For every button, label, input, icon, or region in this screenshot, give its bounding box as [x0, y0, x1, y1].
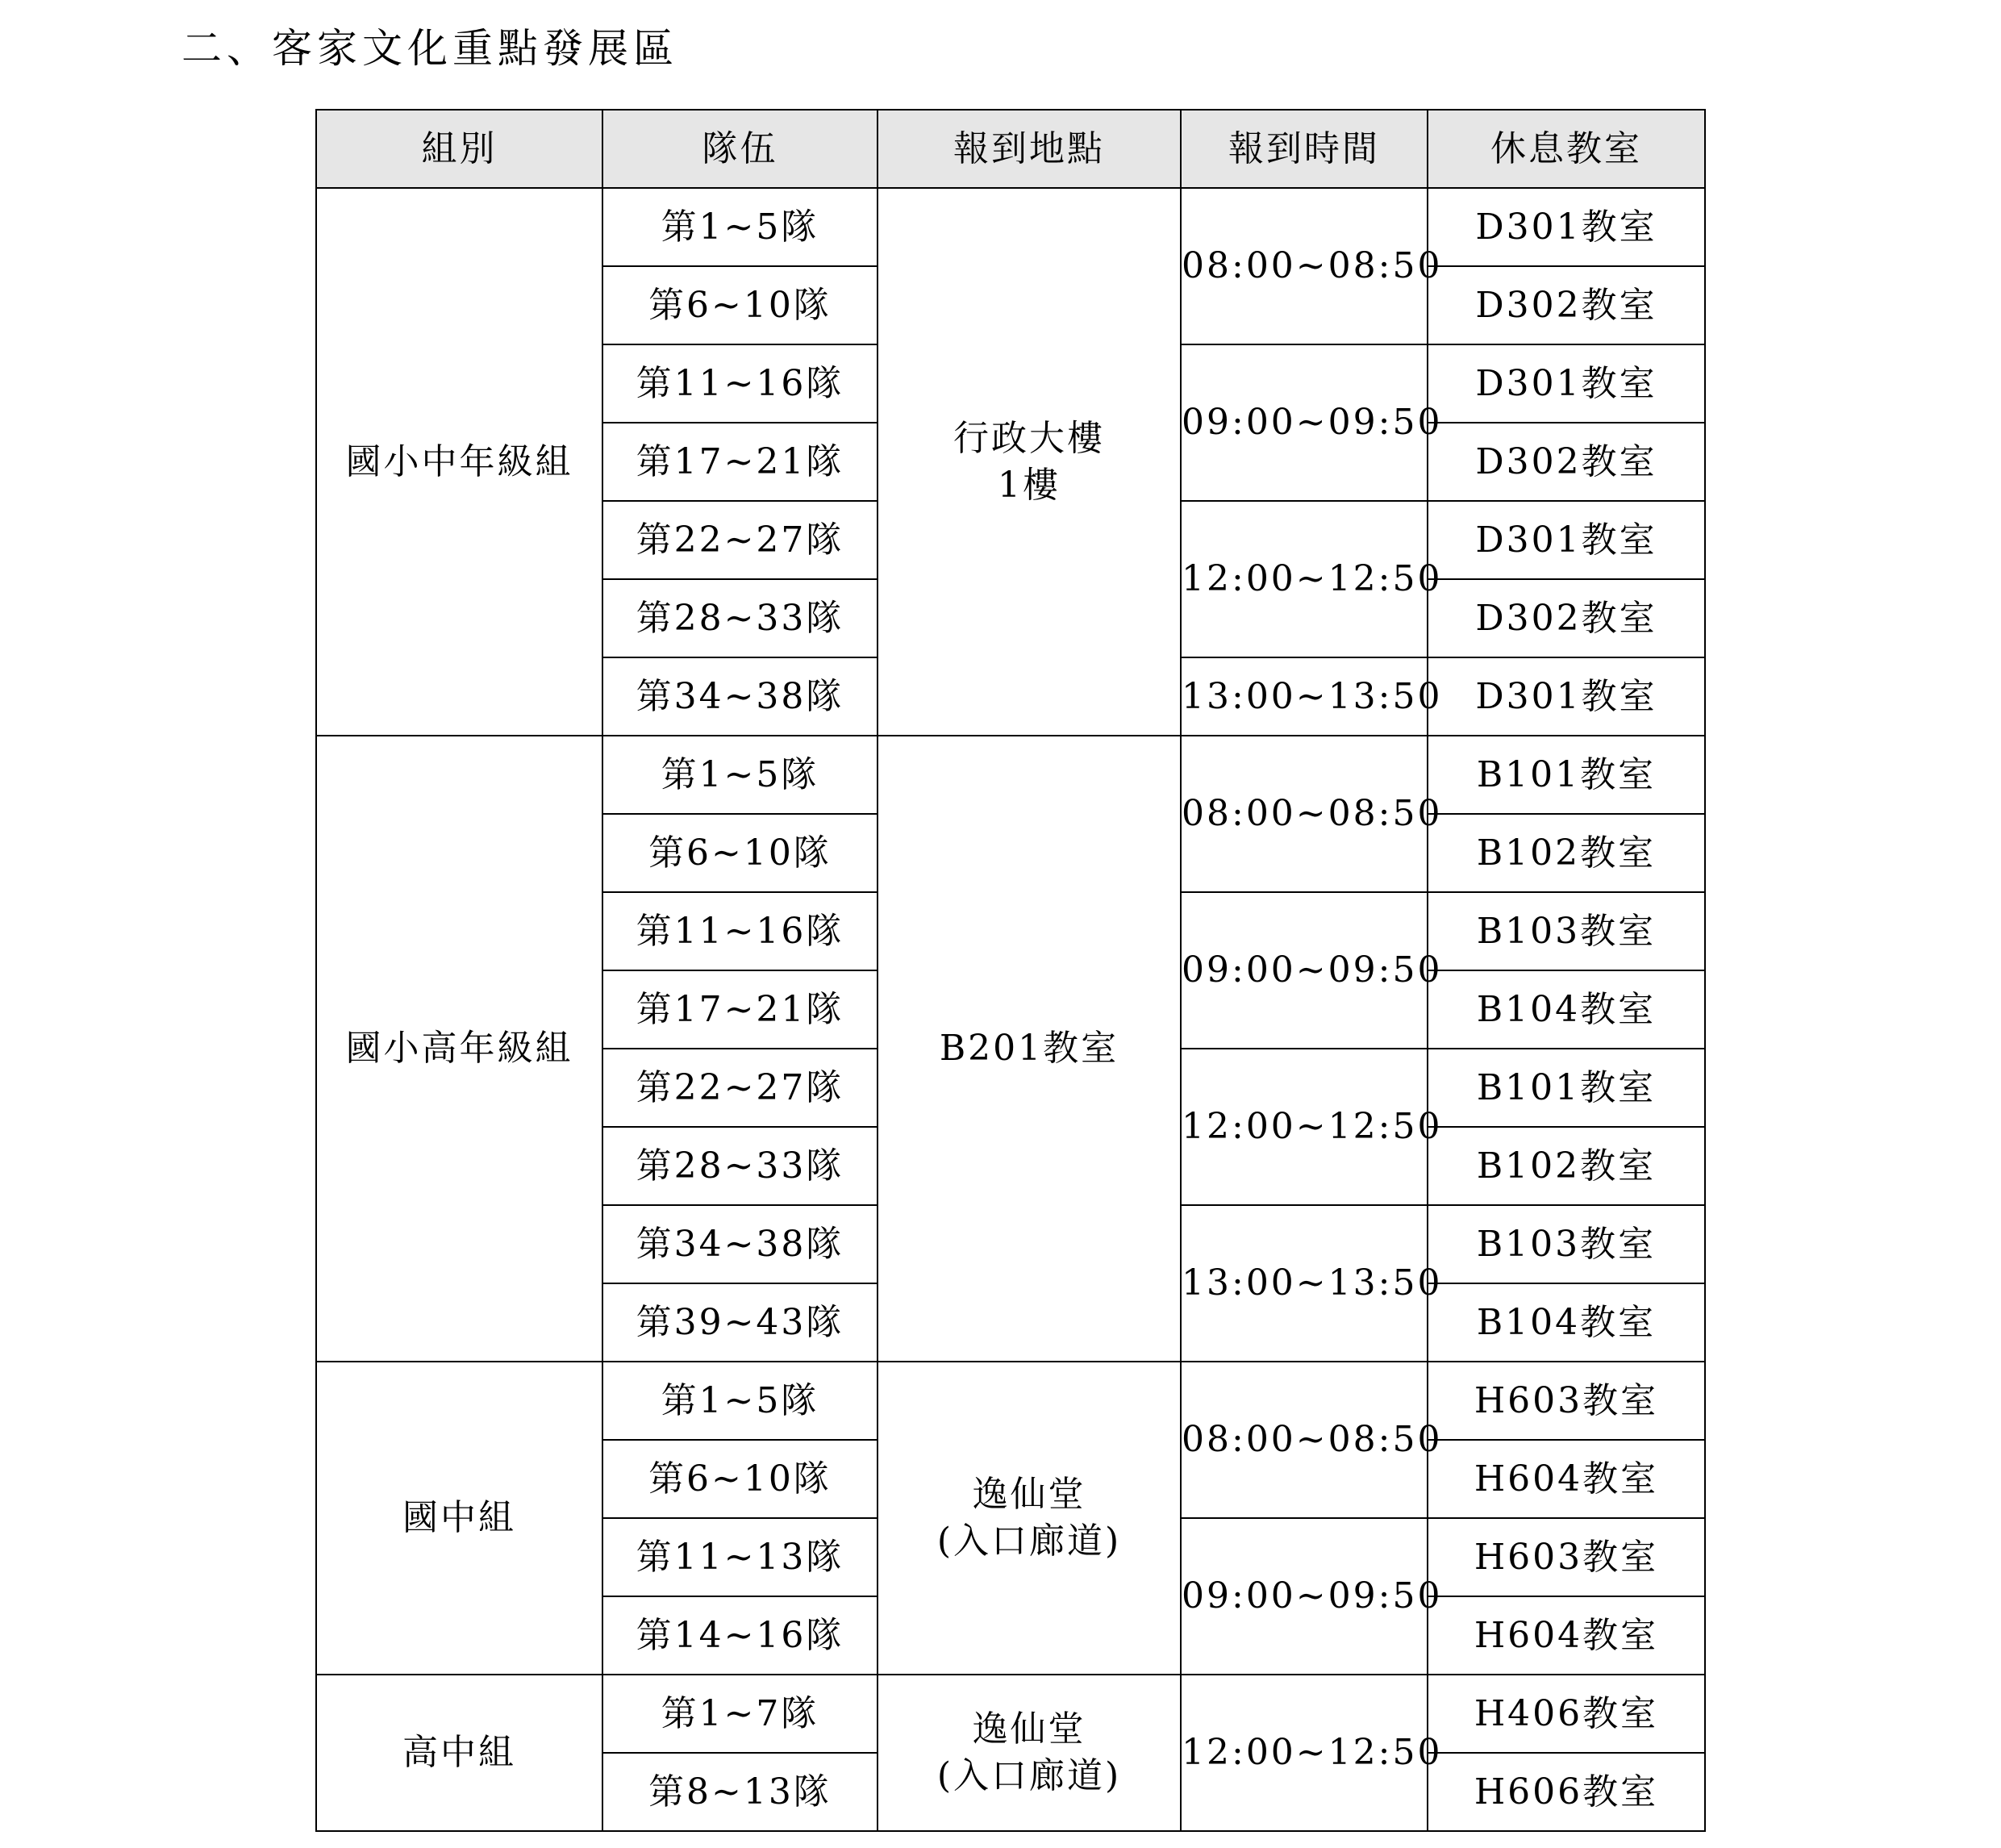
header-location: 報到地點 [878, 110, 1181, 188]
header-time: 報到時間 [1181, 110, 1428, 188]
room-cell: D302教室 [1428, 423, 1705, 501]
team-cell: 第11~16隊 [602, 344, 878, 423]
schedule-body [316, 188, 1705, 1831]
location-cell [878, 1675, 1181, 1831]
team-cell: 第1~5隊 [602, 736, 878, 814]
location-cell [878, 1362, 1181, 1675]
schedule-table [315, 109, 1706, 1832]
time-cell: 09:00~09:50 [1181, 892, 1428, 1049]
group-name-cell: 國小中年級組 [316, 188, 602, 736]
room-cell: B104教室 [1428, 1283, 1705, 1362]
team-cell: 第6~10隊 [602, 1440, 878, 1518]
room-cell: B102教室 [1428, 814, 1705, 892]
room-cell: D302教室 [1428, 579, 1705, 657]
team-cell: 第17~21隊 [602, 970, 878, 1049]
section-title: 二、客家文化重點發展區 [181, 25, 678, 72]
team-cell: 第1~7隊 [602, 1675, 878, 1753]
table-row [316, 1675, 1705, 1753]
room-cell: H604教室 [1428, 1596, 1705, 1675]
time-cell: 08:00~08:50 [1181, 188, 1428, 344]
team-cell: 第6~10隊 [602, 814, 878, 892]
table-row [316, 736, 1705, 814]
team-cell: 第17~21隊 [602, 423, 878, 501]
room-cell: B103教室 [1428, 1205, 1705, 1283]
team-cell: 第28~33隊 [602, 1127, 878, 1205]
time-cell: 08:00~08:50 [1181, 736, 1428, 892]
time-cell: 12:00~12:50 [1181, 1049, 1428, 1205]
table-row [316, 188, 1705, 266]
time-cell: 12:00~12:50 [1181, 1675, 1428, 1831]
time-cell: 09:00~09:50 [1181, 1518, 1428, 1675]
team-cell: 第11~16隊 [602, 892, 878, 970]
header-room: 休息教室 [1428, 110, 1705, 188]
room-cell: H406教室 [1428, 1675, 1705, 1753]
room-cell: B101教室 [1428, 736, 1705, 814]
time-cell: 12:00~12:50 [1181, 501, 1428, 657]
team-cell: 第8~13隊 [602, 1753, 878, 1831]
team-cell: 第6~10隊 [602, 266, 878, 344]
header-team: 隊伍 [602, 110, 878, 188]
location-line: (入口廊道) [936, 1755, 1122, 1796]
room-cell: B101教室 [1428, 1049, 1705, 1127]
room-cell: D301教室 [1428, 188, 1705, 266]
location-cell [878, 188, 1181, 736]
location-line: 逸仙堂 [972, 1708, 1086, 1750]
header-row [316, 110, 1705, 188]
team-cell: 第14~16隊 [602, 1596, 878, 1675]
location-line: B201教室 [939, 1028, 1119, 1069]
location-line: 行政大樓 [953, 417, 1105, 459]
header-group: 組別 [316, 110, 602, 188]
team-cell: 第1~5隊 [602, 188, 878, 266]
time-cell: 09:00~09:50 [1181, 344, 1428, 501]
group-name-cell: 高中組 [316, 1675, 602, 1831]
team-cell: 第11~13隊 [602, 1518, 878, 1596]
location-line: 逸仙堂 [972, 1474, 1086, 1515]
group-name-cell: 國中組 [316, 1362, 602, 1675]
team-cell: 第28~33隊 [602, 579, 878, 657]
room-cell: H603教室 [1428, 1362, 1705, 1440]
room-cell: B104教室 [1428, 970, 1705, 1049]
location-line: 1樓 [998, 464, 1061, 506]
room-cell: H604教室 [1428, 1440, 1705, 1518]
team-cell: 第34~38隊 [602, 1205, 878, 1283]
room-cell: D301教室 [1428, 657, 1705, 736]
team-cell: 第34~38隊 [602, 657, 878, 736]
room-cell: D302教室 [1428, 266, 1705, 344]
team-cell: 第22~27隊 [602, 501, 878, 579]
room-cell: H606教室 [1428, 1753, 1705, 1831]
room-cell: B102教室 [1428, 1127, 1705, 1205]
team-cell: 第1~5隊 [602, 1362, 878, 1440]
team-cell: 第22~27隊 [602, 1049, 878, 1127]
location-cell [878, 736, 1181, 1362]
group-name-cell: 國小高年級組 [316, 736, 602, 1362]
room-cell: B103教室 [1428, 892, 1705, 970]
room-cell: H603教室 [1428, 1518, 1705, 1596]
time-cell: 08:00~08:50 [1181, 1362, 1428, 1518]
room-cell: D301教室 [1428, 344, 1705, 423]
time-cell: 13:00~13:50 [1181, 1205, 1428, 1362]
location-line: (入口廊道) [936, 1521, 1122, 1562]
room-cell: D301教室 [1428, 501, 1705, 579]
team-cell: 第39~43隊 [602, 1283, 878, 1362]
table-row [316, 1362, 1705, 1440]
time-cell: 13:00~13:50 [1181, 657, 1428, 736]
